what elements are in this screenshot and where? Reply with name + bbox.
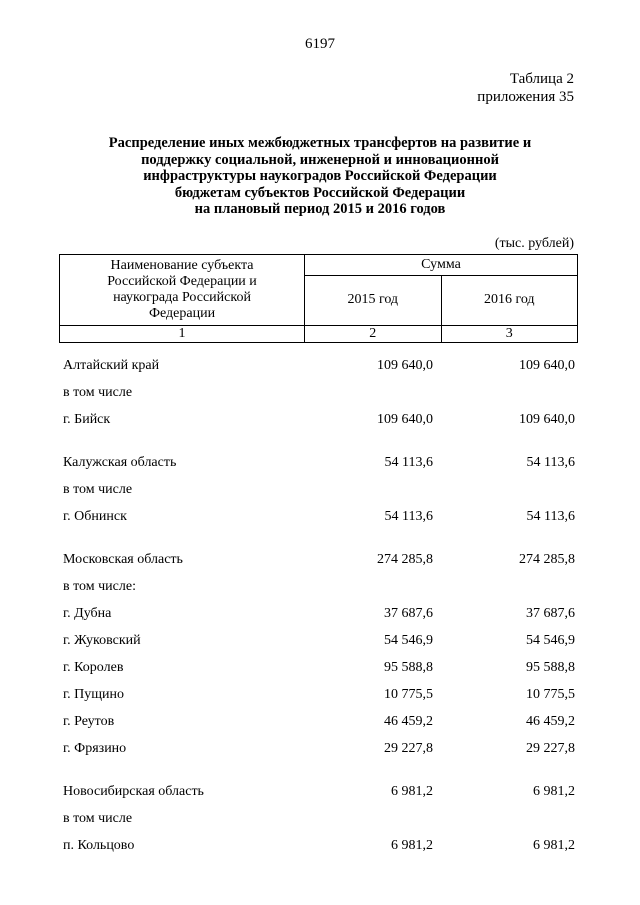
row-value-2016: 10 775,5 (526, 687, 575, 702)
row-name: Новосибирская область (63, 784, 204, 799)
table-row (63, 406, 583, 433)
table-row (63, 681, 583, 708)
header-sum-cell: Сумма (305, 255, 578, 276)
row-name: г. Королев (63, 660, 124, 675)
row-value-2016: 46 459,2 (526, 714, 575, 729)
row-name: г. Жуковский (63, 633, 141, 648)
row-name: г. Дубна (63, 606, 112, 621)
row-value-2015: 54 113,6 (384, 455, 433, 470)
row-name: в том числе (63, 482, 133, 497)
row-value-2016: 109 640,0 (519, 358, 575, 373)
header-name-line: наукограда Российской (113, 290, 251, 305)
table-row (63, 627, 583, 654)
header-year-2015: 2015 год (305, 275, 442, 325)
row-name: Московская область (63, 552, 183, 567)
header-name-cell (60, 255, 305, 326)
table-row (63, 546, 583, 573)
row-value-2015: 54 546,9 (384, 633, 433, 648)
row-value-2015: 6 981,2 (391, 838, 433, 853)
table-row (63, 708, 583, 735)
row-value-2015: 274 285,8 (377, 552, 433, 567)
row-name: в том числе (63, 385, 133, 400)
table-row (63, 735, 583, 762)
page-number: 6197 (305, 36, 335, 52)
row-name: г. Реутов (63, 714, 115, 729)
header-col-number: 1 (60, 326, 305, 343)
table-reference (477, 70, 574, 106)
table-row (63, 654, 583, 681)
table-row (63, 573, 583, 600)
table-row (63, 476, 583, 503)
title-line: инфраструктуры наукоградов Российской Федерации (143, 168, 497, 184)
document-title (60, 135, 580, 218)
row-value-2015: 109 640,0 (377, 412, 433, 427)
row-value-2015: 46 459,2 (384, 714, 433, 729)
row-value-2016: 6 981,2 (533, 784, 575, 799)
title-line: Распределение иных межбюджетных трансфертов на развитие и (108, 135, 532, 151)
header-name-line: Федерации (148, 306, 216, 321)
row-value-2015: 37 687,6 (384, 606, 433, 621)
row-name: Калужская область (63, 455, 177, 470)
row-value-2015: 109 640,0 (377, 358, 433, 373)
table-ref-line2: приложения 35 (477, 89, 574, 105)
row-value-2016: 54 546,9 (526, 633, 575, 648)
table-row (63, 832, 583, 859)
table-header (59, 254, 578, 343)
table-row (63, 449, 583, 476)
header-col-number: 3 (441, 326, 578, 343)
table-body (63, 352, 583, 859)
row-value-2015: 6 981,2 (391, 784, 433, 799)
table-ref-line1: Таблица 2 (509, 71, 574, 87)
table-row (63, 600, 583, 627)
header-year-2016: 2016 год (441, 275, 578, 325)
table-row (63, 778, 583, 805)
header-name-line: Российской Федерации и (107, 274, 257, 289)
row-name: Алтайский край (63, 358, 160, 373)
title-line: поддержку социальной, инженерной и инновационной (141, 151, 499, 168)
row-name: в том числе (63, 811, 133, 826)
row-value-2016: 95 588,8 (526, 660, 575, 675)
table-row (63, 503, 583, 530)
row-value-2015: 54 113,6 (384, 509, 433, 524)
row-name: г. Фрязино (63, 741, 127, 756)
row-value-2016: 274 285,8 (519, 552, 575, 567)
row-value-2016: 6 981,2 (533, 838, 575, 853)
units-label: (тыс. рублей) (494, 236, 574, 251)
row-name: г. Бийск (63, 412, 111, 427)
row-value-2016: 54 113,6 (526, 509, 575, 524)
row-name: г. Пущино (63, 687, 125, 702)
row-value-2015: 10 775,5 (384, 687, 433, 702)
table-row (63, 805, 583, 832)
row-value-2016: 54 113,6 (526, 455, 575, 470)
header-col-number: 2 (305, 326, 442, 343)
header-name-line: Наименование субъекта (110, 258, 254, 273)
row-name: п. Кольцово (63, 838, 135, 853)
row-value-2016: 29 227,8 (526, 741, 575, 756)
table-row (63, 352, 583, 379)
row-value-2016: 37 687,6 (526, 606, 575, 621)
row-name: в том числе: (63, 579, 136, 594)
title-line: на плановый период 2015 и 2016 годов (194, 201, 446, 217)
row-value-2015: 29 227,8 (384, 741, 433, 756)
row-name: г. Обнинск (63, 509, 127, 524)
row-value-2016: 109 640,0 (519, 412, 575, 427)
table-row (63, 379, 583, 406)
row-value-2015: 95 588,8 (384, 660, 433, 675)
title-line: бюджетам субъектов Российской Федерации (174, 184, 466, 201)
